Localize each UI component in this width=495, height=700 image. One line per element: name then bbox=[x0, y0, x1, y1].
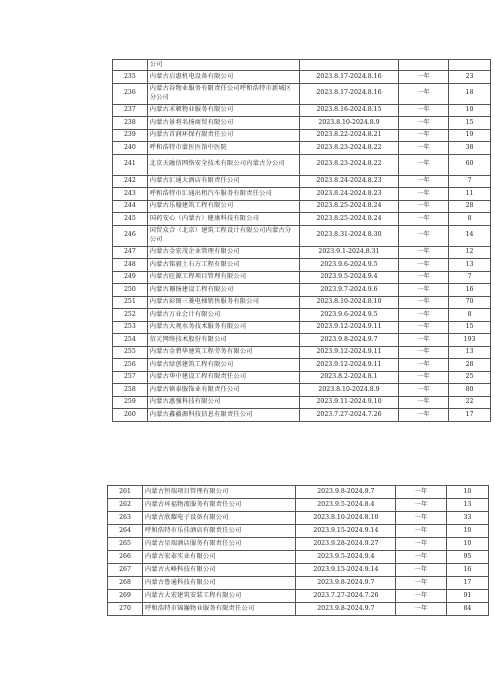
staff-count: 8 bbox=[449, 213, 491, 226]
service-period: 2023.8.10-2024.8.9 bbox=[299, 117, 398, 130]
staff-count: 84 bbox=[446, 603, 488, 616]
row-number: 251 bbox=[113, 296, 148, 309]
service-term: 一年 bbox=[399, 83, 449, 104]
table-row bbox=[113, 359, 491, 372]
company-name: 呼和浩特市乐佳酒店有限责任公司 bbox=[143, 525, 296, 538]
staff-count: 7 bbox=[449, 175, 491, 188]
service-period bbox=[299, 60, 398, 71]
company-name: 呼和浩特市蒙医医馆中医院 bbox=[147, 142, 299, 155]
table-row bbox=[113, 346, 491, 359]
company-name: 内蒙古金碧华建筑工程劳务有限公司 bbox=[147, 346, 299, 359]
company-name: 内蒙古宏泰实业有限公司 bbox=[143, 551, 296, 564]
table-row bbox=[113, 321, 491, 334]
service-term: 一年 bbox=[399, 396, 449, 409]
row-number: 266 bbox=[108, 551, 143, 564]
service-period: 2023.9.15-2024.9.14 bbox=[296, 564, 396, 577]
company-name: 国贸众合（北京）建筑工程设计有限公司内蒙古分公司 bbox=[147, 225, 299, 246]
row-number: 264 bbox=[108, 525, 143, 538]
service-term: 一年 bbox=[399, 213, 449, 226]
staff-count: 28 bbox=[449, 359, 491, 372]
company-name: 内蒙古禾顿物业服务有限公司 bbox=[147, 104, 299, 117]
row-number: 241 bbox=[113, 154, 148, 175]
company-name: 内蒙古鑫疆源科技信息有限责任公司 bbox=[147, 409, 299, 422]
service-period: 2023.9.12-2024.9.11 bbox=[299, 359, 398, 372]
service-term: 一年 bbox=[399, 154, 449, 175]
company-name: 内蒙古谷物业服务有限责任公司呼和浩特市新城区分公司 bbox=[147, 83, 299, 104]
staff-count: 7 bbox=[449, 271, 491, 284]
staff-count: 10 bbox=[446, 486, 488, 499]
company-name: 内蒙古珊扬建设工程有限公司 bbox=[147, 284, 299, 297]
service-period: 2023.8.10-2024.8.10 bbox=[296, 512, 396, 525]
table-row bbox=[113, 60, 491, 71]
table-row bbox=[113, 296, 491, 309]
table-row bbox=[113, 371, 491, 384]
table-body-bottom bbox=[108, 486, 489, 616]
row-number: 244 bbox=[113, 200, 148, 213]
staff-count: 22 bbox=[449, 396, 491, 409]
table-row bbox=[113, 384, 491, 397]
company-name: 内蒙古汇通大酒店有限责任公司 bbox=[147, 175, 299, 188]
table-row bbox=[113, 409, 491, 422]
service-period: 2023.9.8-2024.9.7 bbox=[296, 486, 396, 499]
table-row bbox=[113, 225, 491, 246]
row-number: 239 bbox=[113, 129, 148, 142]
table-row bbox=[113, 309, 491, 322]
staff-count: 38 bbox=[449, 142, 491, 155]
row-number: 242 bbox=[113, 175, 148, 188]
service-period: 2023.8.31-2024.8.30 bbox=[299, 225, 398, 246]
table-row bbox=[113, 259, 491, 272]
row-number: 243 bbox=[113, 188, 148, 201]
row-number: 260 bbox=[113, 409, 148, 422]
table-row bbox=[108, 564, 489, 577]
service-period: 2023.8.25-2024.8.24 bbox=[299, 213, 398, 226]
company-name: 内蒙古景将名扬商贸有限公司 bbox=[147, 117, 299, 130]
staff-count: 25 bbox=[449, 371, 491, 384]
company-name: 内蒙古旺源工程项目管理有限公司 bbox=[147, 271, 299, 284]
row-number: 235 bbox=[113, 71, 148, 84]
company-name: 公司 bbox=[147, 60, 299, 71]
table-row bbox=[108, 525, 489, 538]
service-period: 2023.9.5-2024.9.4 bbox=[299, 271, 398, 284]
row-number: 248 bbox=[113, 259, 148, 272]
service-period: 2023.8.23-2024.8.22 bbox=[299, 142, 398, 155]
table-row bbox=[113, 396, 491, 409]
row-number bbox=[113, 60, 148, 71]
row-number: 236 bbox=[113, 83, 148, 104]
service-term: 一年 bbox=[396, 590, 446, 603]
row-number: 247 bbox=[113, 246, 148, 259]
service-term: 一年 bbox=[399, 129, 449, 142]
staff-count: 15 bbox=[449, 117, 491, 130]
service-term: 一年 bbox=[399, 409, 449, 422]
staff-count: 33 bbox=[446, 512, 488, 525]
service-period: 2023.9.8-2024.9.7 bbox=[299, 334, 398, 347]
staff-count: 15 bbox=[449, 321, 491, 334]
row-number: 249 bbox=[113, 271, 148, 284]
row-number: 263 bbox=[108, 512, 143, 525]
service-period: 2023.7.27-2024.7.26 bbox=[296, 590, 396, 603]
table-row bbox=[108, 499, 489, 512]
staff-count: 8 bbox=[449, 309, 491, 322]
service-term: 一年 bbox=[396, 512, 446, 525]
table-row bbox=[113, 129, 491, 142]
table-row bbox=[113, 117, 491, 130]
company-name: 内蒙古欣耀电子设备有限公司 bbox=[143, 512, 296, 525]
company-name: 内蒙古鲁通科技有限公司 bbox=[143, 577, 296, 590]
company-name: 内蒙古万业会计有限公司 bbox=[147, 309, 299, 322]
row-number: 262 bbox=[108, 499, 143, 512]
company-name: 内蒙古华中建设工程有限责任公司 bbox=[147, 371, 299, 384]
row-number: 254 bbox=[113, 334, 148, 347]
service-period: 2023.8.24-2024.8.23 bbox=[299, 188, 398, 201]
page-gap bbox=[0, 470, 495, 476]
row-number: 259 bbox=[113, 396, 148, 409]
staff-count: 23 bbox=[449, 71, 491, 84]
service-term: 一年 bbox=[399, 321, 449, 334]
company-name: 内蒙古大观水务技术服务有限公司 bbox=[147, 321, 299, 334]
row-number: 265 bbox=[108, 538, 143, 551]
table-body-top bbox=[113, 60, 491, 422]
staff-count: 17 bbox=[449, 409, 491, 422]
company-name: 内蒙古铭毅土石方工程有限公司 bbox=[147, 259, 299, 272]
row-number: 255 bbox=[113, 346, 148, 359]
service-term: 一年 bbox=[399, 296, 449, 309]
service-period: 2023.9.12-2024.9.11 bbox=[299, 346, 398, 359]
table-row bbox=[113, 284, 491, 297]
row-number: 237 bbox=[113, 104, 148, 117]
staff-count: 13 bbox=[449, 259, 491, 272]
company-name: 内蒙古恒瑞项目管理有限公司 bbox=[143, 486, 296, 499]
row-number: 268 bbox=[108, 577, 143, 590]
table-row bbox=[113, 104, 491, 117]
staff-count: 13 bbox=[446, 499, 488, 512]
staff-count: 17 bbox=[446, 577, 488, 590]
company-name: 内蒙古镇泰服饰业有限责任公司 bbox=[147, 384, 299, 397]
company-name: 内蒙古首润环保有限责任公司 bbox=[147, 129, 299, 142]
service-term: 一年 bbox=[399, 117, 449, 130]
table-row bbox=[113, 200, 491, 213]
staff-count: 10 bbox=[446, 538, 488, 551]
service-period: 2023.9.5-2024.8.4 bbox=[296, 499, 396, 512]
staff-count: 91 bbox=[446, 590, 488, 603]
company-name: 内蒙古星瑞酒店服务有限责任公司 bbox=[143, 538, 296, 551]
service-term: 一年 bbox=[396, 564, 446, 577]
company-table-bottom bbox=[107, 485, 489, 616]
staff-count: 13 bbox=[449, 346, 491, 359]
service-term: 一年 bbox=[396, 538, 446, 551]
staff-count: 10 bbox=[449, 104, 491, 117]
staff-count: 10 bbox=[446, 525, 488, 538]
staff-count: 14 bbox=[449, 225, 491, 246]
row-number: 270 bbox=[108, 603, 143, 616]
table-row bbox=[108, 512, 489, 525]
service-period: 2023.9.8-2024.9.7 bbox=[296, 577, 396, 590]
table-row bbox=[113, 213, 491, 226]
row-number: 256 bbox=[113, 359, 148, 372]
service-term: 一年 bbox=[399, 346, 449, 359]
service-term: 一年 bbox=[399, 225, 449, 246]
row-number: 258 bbox=[113, 384, 148, 397]
company-name: 内蒙古大宏建筑安装工程有限公司 bbox=[143, 590, 296, 603]
service-period: 2023.8.23-2024.8.22 bbox=[299, 154, 398, 175]
service-period: 2023.8.10-2024.8.10 bbox=[299, 296, 398, 309]
service-term: 一年 bbox=[396, 603, 446, 616]
row-number: 253 bbox=[113, 321, 148, 334]
row-number: 267 bbox=[108, 564, 143, 577]
row-number: 238 bbox=[113, 117, 148, 130]
service-period: 2023.8.24-2024.8.23 bbox=[299, 175, 398, 188]
service-term: 一年 bbox=[399, 271, 449, 284]
row-number: 250 bbox=[113, 284, 148, 297]
table-row bbox=[113, 154, 491, 175]
service-term: 一年 bbox=[399, 142, 449, 155]
service-term: 一年 bbox=[399, 284, 449, 297]
company-name: 国药安心（内蒙古）健康科技有限公司 bbox=[147, 213, 299, 226]
table-row bbox=[113, 271, 491, 284]
service-period: 2023.9.5-2024.9.4 bbox=[296, 551, 396, 564]
staff-count bbox=[449, 60, 491, 71]
service-term bbox=[399, 60, 449, 71]
table-row bbox=[108, 551, 489, 564]
service-term: 一年 bbox=[396, 577, 446, 590]
table-row bbox=[113, 175, 491, 188]
company-name: 呼和浩特市汇通出租汽车服务有限责任公司 bbox=[147, 188, 299, 201]
row-number: 261 bbox=[108, 486, 143, 499]
company-name: 内蒙古火峰科技有限公司 bbox=[143, 564, 296, 577]
row-number: 252 bbox=[113, 309, 148, 322]
service-term: 一年 bbox=[399, 71, 449, 84]
service-term: 一年 bbox=[399, 259, 449, 272]
service-term: 一年 bbox=[399, 188, 449, 201]
service-term: 一年 bbox=[396, 525, 446, 538]
service-period: 2023.8.2-2024.8.1 bbox=[299, 371, 398, 384]
staff-count: 80 bbox=[449, 384, 491, 397]
row-number: 269 bbox=[108, 590, 143, 603]
staff-count: 16 bbox=[449, 284, 491, 297]
company-name: 内蒙古绿创建筑工程有限公司 bbox=[147, 359, 299, 372]
table-row bbox=[113, 334, 491, 347]
service-period: 2023.9.28-2024.9.27 bbox=[296, 538, 396, 551]
table-row bbox=[108, 538, 489, 551]
service-period: 2023.9.8-2024.9.7 bbox=[296, 603, 396, 616]
service-term: 一年 bbox=[396, 486, 446, 499]
service-period: 2023.7.27-2024.7.26 bbox=[299, 409, 398, 422]
table-row bbox=[113, 246, 491, 259]
table-row bbox=[108, 603, 489, 616]
service-period: 2023.8.17-2024.8.16 bbox=[299, 83, 398, 104]
table-row bbox=[113, 83, 491, 104]
table-row bbox=[108, 486, 489, 499]
row-number: 257 bbox=[113, 371, 148, 384]
service-period: 2023.9.7-2024.9.6 bbox=[299, 284, 398, 297]
service-term: 一年 bbox=[399, 334, 449, 347]
staff-count: 28 bbox=[449, 200, 491, 213]
service-period: 2023.9.12-2024.9.11 bbox=[299, 321, 398, 334]
staff-count: 16 bbox=[446, 564, 488, 577]
company-table-top bbox=[112, 59, 491, 422]
service-period: 2023.9.15-2024.9.14 bbox=[296, 525, 396, 538]
staff-count: 19 bbox=[449, 129, 491, 142]
row-number: 246 bbox=[113, 225, 148, 246]
company-name: 内蒙古金宏茂企业管理有限公司 bbox=[147, 246, 299, 259]
service-period: 2023.8.22-2024.8.21 bbox=[299, 129, 398, 142]
staff-count: 193 bbox=[449, 334, 491, 347]
service-term: 一年 bbox=[399, 384, 449, 397]
service-period: 2023.8.10-2024.8.9 bbox=[299, 384, 398, 397]
company-name: 呼和浩特市锦瀚物业服务有限责任公司 bbox=[143, 603, 296, 616]
company-name: 内蒙古启惠机电设备有限公司 bbox=[147, 71, 299, 84]
company-name: 内蒙古环福物流服务有限责任公司 bbox=[143, 499, 296, 512]
service-term: 一年 bbox=[399, 309, 449, 322]
staff-count: 18 bbox=[449, 83, 491, 104]
service-period: 2023.9.1-2024.8.31 bbox=[299, 246, 398, 259]
table-row bbox=[113, 142, 491, 155]
company-name: 内蒙古惠强科技有限公司 bbox=[147, 396, 299, 409]
staff-count: 11 bbox=[449, 188, 491, 201]
service-period: 2023.8.16-2024.8.15 bbox=[299, 104, 398, 117]
company-name: 内蒙古乐翰建筑工程有限公司 bbox=[147, 200, 299, 213]
service-term: 一年 bbox=[399, 104, 449, 117]
service-term: 一年 bbox=[399, 175, 449, 188]
service-period: 2023.8.25-2024.8.24 bbox=[299, 200, 398, 213]
table-row bbox=[113, 188, 491, 201]
table-row bbox=[113, 71, 491, 84]
service-period: 2023.8.17-2024.8.16 bbox=[299, 71, 398, 84]
table-row bbox=[108, 590, 489, 603]
row-number: 245 bbox=[113, 213, 148, 226]
service-term: 一年 bbox=[399, 371, 449, 384]
company-name: 内蒙古彩图三菱电梯销售服务有限公司 bbox=[147, 296, 299, 309]
service-period: 2023.9.6-2024.9.5 bbox=[299, 259, 398, 272]
table-row bbox=[108, 577, 489, 590]
staff-count: 12 bbox=[449, 246, 491, 259]
staff-count: 95 bbox=[446, 551, 488, 564]
service-period: 2023.9.6-2024.9.5 bbox=[299, 309, 398, 322]
row-number: 240 bbox=[113, 142, 148, 155]
service-term: 一年 bbox=[396, 499, 446, 512]
service-period: 2023.9.11-2024.9.10 bbox=[299, 396, 398, 409]
service-term: 一年 bbox=[399, 200, 449, 213]
service-term: 一年 bbox=[399, 359, 449, 372]
company-name: 信元网络技术股份有限公司 bbox=[147, 334, 299, 347]
company-name: 北京天融信网络安全技术有限公司内蒙古分公司 bbox=[147, 154, 299, 175]
staff-count: 60 bbox=[449, 154, 491, 175]
staff-count: 70 bbox=[449, 296, 491, 309]
service-term: 一年 bbox=[396, 551, 446, 564]
service-term: 一年 bbox=[399, 246, 449, 259]
